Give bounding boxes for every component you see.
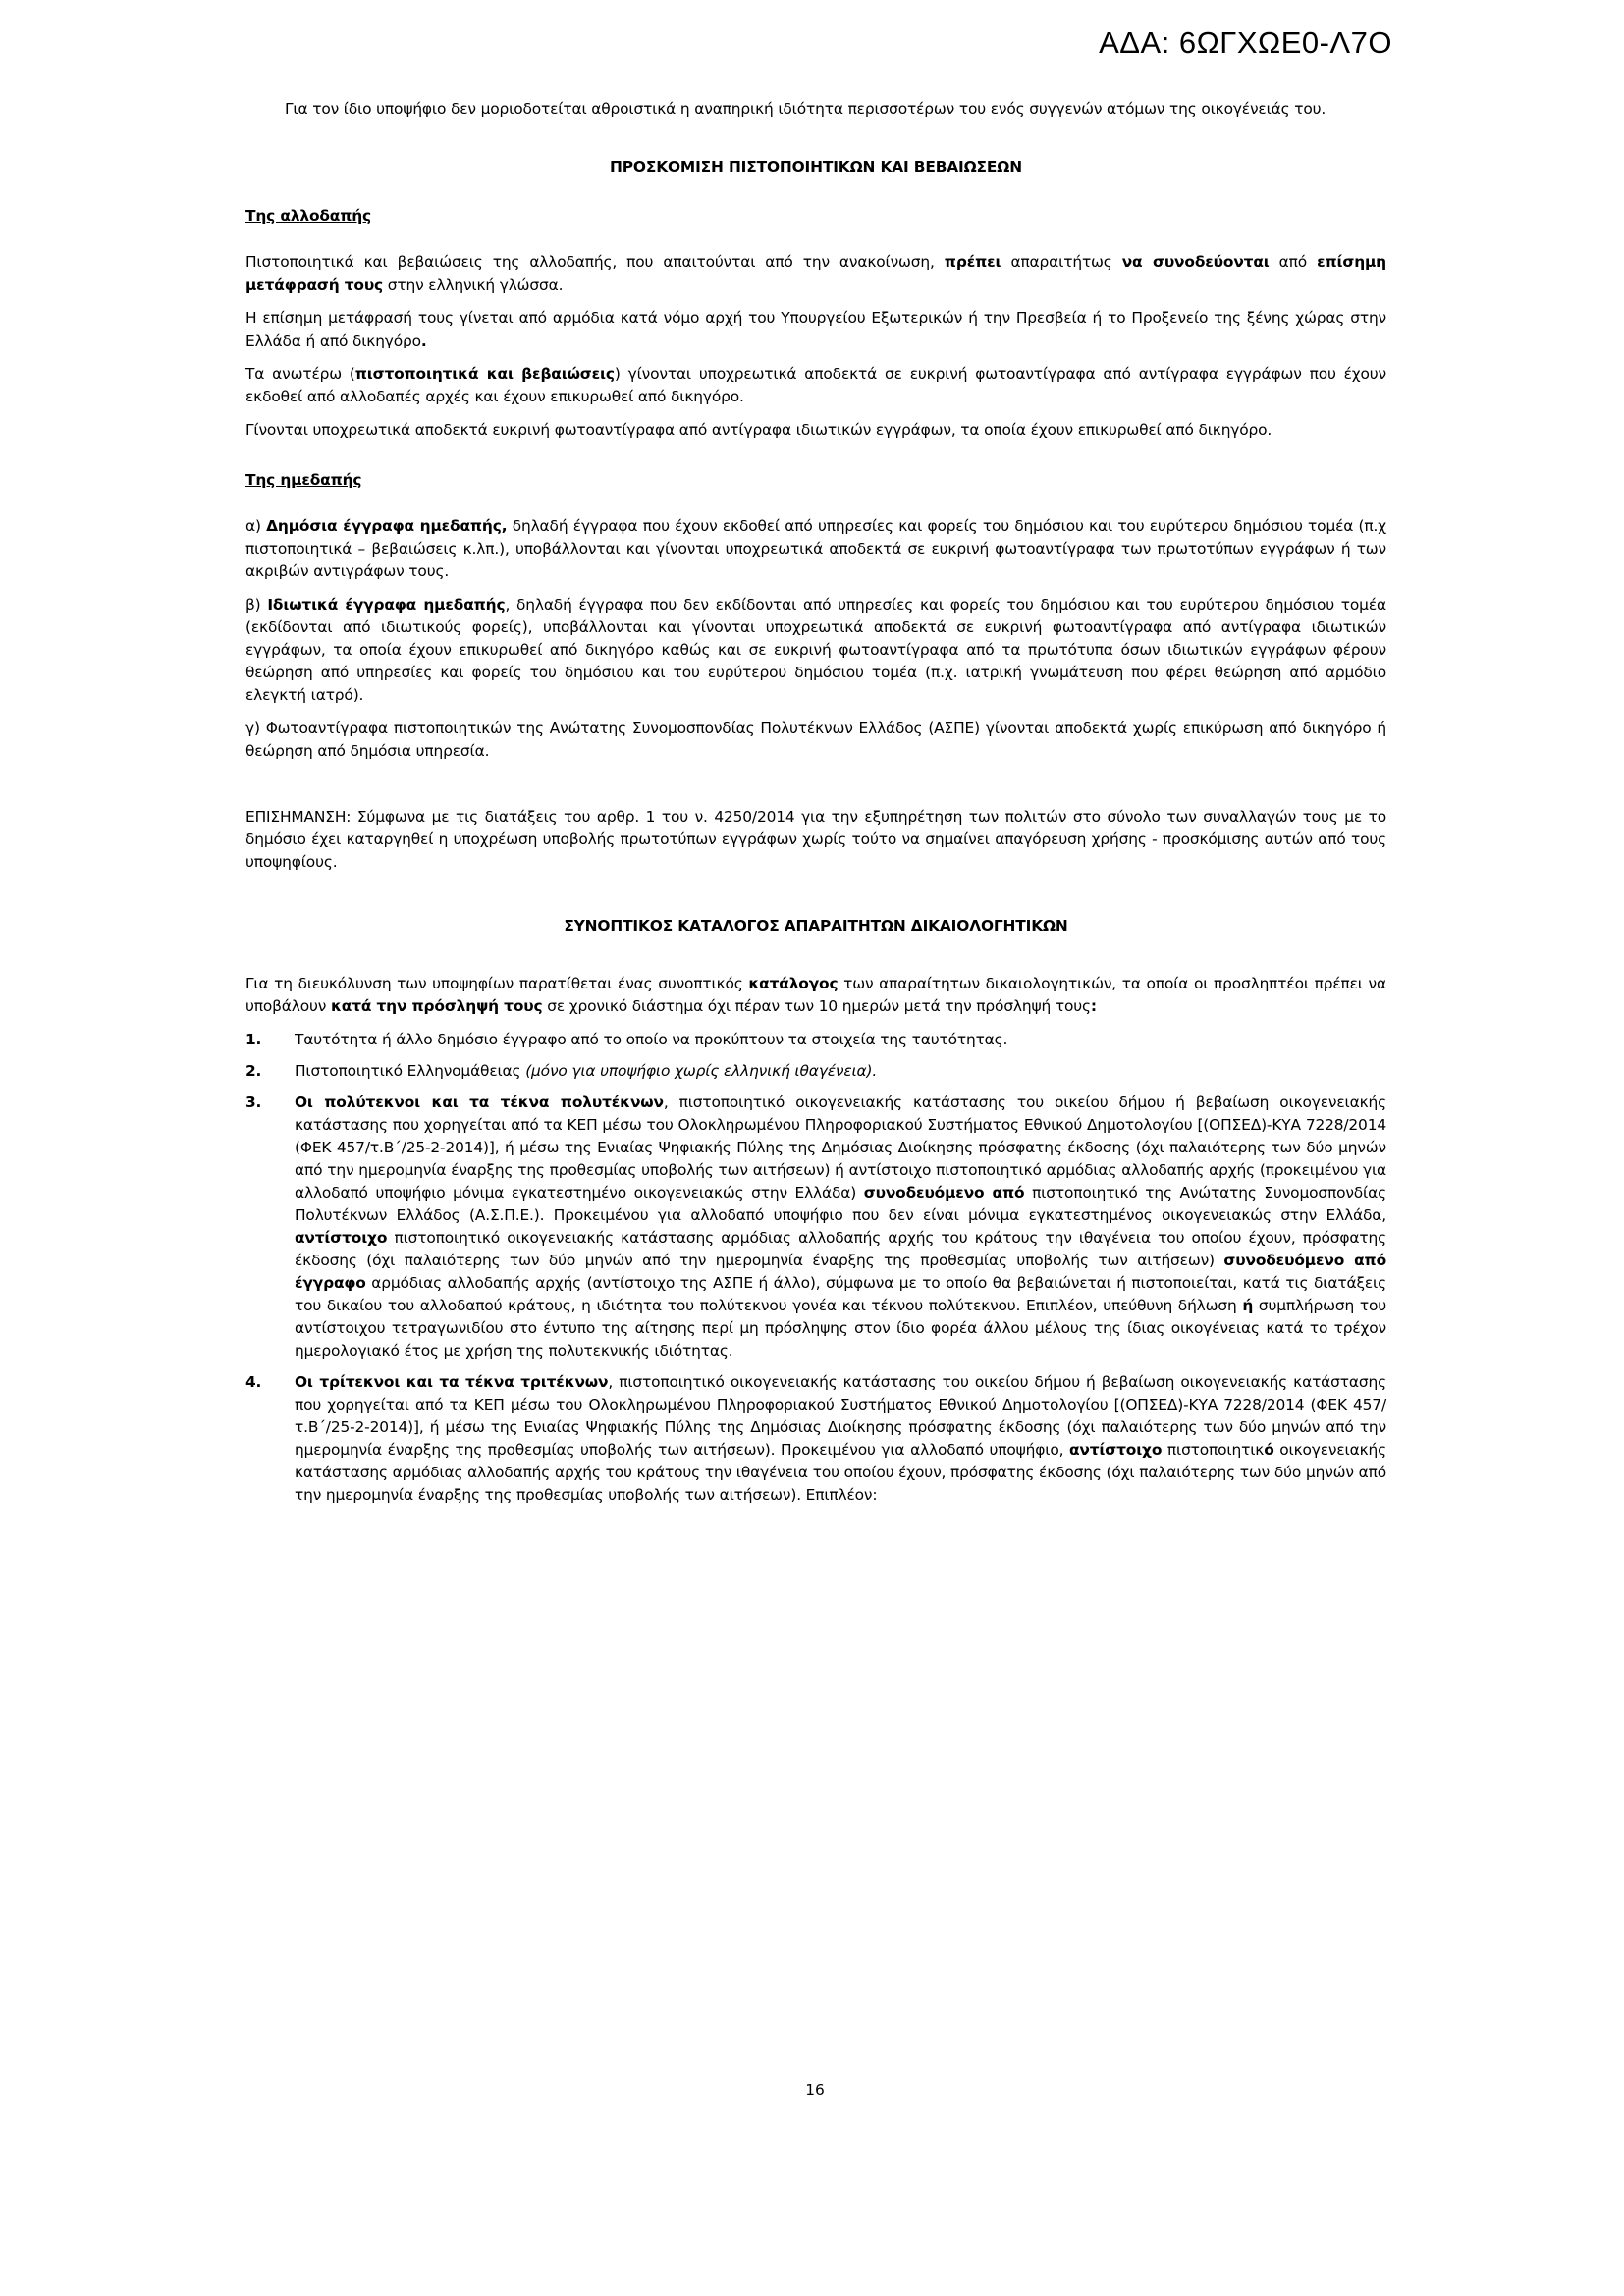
list-item-text: Οι τρίτεκνοι και τα τέκνα τριτέκνων, πιστοποιητικό οικογενειακής κατάστασης του οικείου δήμου ή βεβαίωση οικογενειακής κατάστασης που χορηγείται από τα ΚΕΠ μέσω του Ολοκληρωμένου Πληροφοριακού Συστήματος Εθνικού Δημοτολογίου [(ΟΠΣΕΔ)-ΚΥΑ 7228/2014 (ΦΕΚ 457/τ.Β΄/25-2-2014)], ή μέσω της Ενιαίας Ψηφιακής Πύλης της Δημόσιας Διοίκησης πρόσφατης έκδοσης (όχι παλαιότερης των δύο μηνών από την ημερομηνία έναρξης της προθεσμίας υποβολής των αιτήσεων). Προκειμένου για αλλοδαπό υποψήφιο, αντίστοιχο πιστοποιητικό οικογενειακής κατάστασης αρμόδιας αλλοδαπής αρχής του κράτους την ιθαγένεια του οποίου έχουν, πρόσφατης έκδοσης (όχι παλαιότερης των δύο μηνών από την ημερομηνία έναρξης της προθεσμίας υποβολής των αιτήσεων). Επιπλέον: <box>295 1373 1386 1504</box>
list-item-number: 3. <box>245 1094 262 1111</box>
subheading-domestic: Της ημεδαπής <box>245 471 362 489</box>
list-item <box>245 1092 1386 1362</box>
page-number: 16 <box>805 2081 825 2099</box>
required-documents-list <box>245 1029 1386 1507</box>
list-item-number: 2. <box>245 1062 262 1080</box>
list-item-text: Οι πολύτεκνοι και τα τέκνα πολυτέκνων, πιστοποιητικό οικογενειακής κατάστασης του οικείου δήμου ή βεβαίωση οικογενειακής κατάστασης που χορηγείται από τα ΚΕΠ μέσω του Ολοκληρωμένου Πληροφοριακού Συστήματος Εθνικού Δημοτολογίου [(ΟΠΣΕΔ)-ΚΥΑ 7228/2014 (ΦΕΚ 457/τ.Β΄/25-2-2014)], ή μέσω της Ενιαίας Ψηφιακής Πύλης της Δημόσιας Διοίκησης πρόσφατης έκδοσης (όχι παλαιότερης των δύο μηνών από την ημερομηνία έναρξης της προθεσμίας υποβολής των αιτήσεων) ή αντίστοιχο πιστοποιητικό αρμόδιας αλλοδαπής αρχής (προκειμένου για αλλοδαπό υποψήφιο μόνιμα εγκατεστημένο οικογενειακώς στην Ελλάδα) συνοδευόμενο από πιστοποιητικό της Ανώτατης Συνομοσπονδίας Πολυτέκνων Ελλάδος (Α.Σ.Π.Ε.). Προκειμένου για αλλοδαπό υποψήφιο που δεν είναι μόνιμα εγκατεστημένος οικογενειακώς στην Ελλάδα, αντίστοιχο πιστοποιητικό οικογενειακής κατάστασης αρμόδιας αλλοδαπής αρχής του κράτους την ιθαγένεια του οποίου έχουν, πρόσφατης έκδοσης (όχι παλαιότερης των δύο μηνών από την ημερομηνία έναρξης της προθεσμίας υποβολής των αιτήσεων) συνοδευόμενο από έγγραφο αρμόδιας αλλοδαπής αρχής (αντίστοιχο της ΑΣΠΕ ή άλλο), σύμφωνα με το οποίο θα βεβαιώνεται ή πιστοποιείται, κατά τις διατάξεις του δικαίου του αλλοδαπού κράτους, η ιδιότητα του πολύτεκνου γονέα και τέκνου πολύτεκνου. Επιπλέον, υπεύθυνη δήλωση ή συμπλήρωση του αντίστοιχου τετραγωνιδίου στο έντυπο της αίτησης περί μη πρόσληψης στον ίδιο φορέα άλλου μέλους της ίδιας οικογένειας κατά το τρέχον ημερολογιακό έτος με χρήση της πολυτεκνικής ιδιότητας. <box>295 1094 1386 1360</box>
subheading-foreign: Της αλλοδαπής <box>245 207 372 225</box>
domestic-item-a: α) Δημόσια έγγραφα ημεδαπής, δηλαδή έγγραφα που έχουν εκδοθεί από υπηρεσίες και φορείς του δημόσιου και του ευρύτερου δημόσιου τομέα (π.χ πιστοποιητικά – βεβαιώσεις κ.λπ.), υποβάλλονται και γίνονται υποχρεωτικά αποδεκτά σε ευκρινή φωτοαντίγραφα των πρωτοτύπων εγγράφων ή των ακριβών αντιγράφων τους. <box>245 517 1387 580</box>
foreign-paragraph-1: Πιστοποιητικά και βεβαιώσεις της αλλοδαπής, που απαιτούνται από την ανακοίνωση, πρέπει απαραιτήτως να συνοδεύονται από επίσημη μετάφρασή τους στην ελληνική γλώσσα. <box>245 253 1386 294</box>
domestic-item-c: γ) Φωτοαντίγραφα πιστοποιητικών της Ανώτατης Συνομοσπονδίας Πολυτέκνων Ελλάδος (ΑΣΠΕ) γίνονται αποδεκτά χωρίς επικύρωση από δικηγόρο ή θεώρηση από δημόσια υπηρεσία. <box>245 720 1386 760</box>
list-item-number: 4. <box>245 1373 262 1391</box>
ada-document-code: ΑΔΑ: 6ΩΓΧΩΕ0-Λ7Ο <box>1099 26 1392 60</box>
required-documents-intro: Για τη διευκόλυνση των υποψηφίων παρατίθεται ένας συνοπτικός κατάλογος των απαραίτητων δικαιολογητικών, τα οποία οι προσληπτέοι πρέπει να υποβάλουν κατά την πρόσληψή τους σε χρονικό διάστημα όχι πέραν των 10 ημερών μετά την πρόσληψή τους: <box>245 975 1386 1015</box>
list-item <box>245 1060 1386 1083</box>
foreign-paragraph-3: Τα ανωτέρω (πιστοποιητικά και βεβαιώσεις) γίνονται υποχρεωτικά αποδεκτά σε ευκρινή φωτοαντίγραφα από αντίγραφα εγγράφων που έχουν εκδοθεί από αλλοδαπές αρχές και έχουν επικυρωθεί από δικηγόρο. <box>245 365 1386 405</box>
list-item-text: Ταυτότητα ή άλλο δημόσιο έγγραφο από το οποίο να προκύπτουν τα στοιχεία της ταυτότητας. <box>295 1031 1008 1048</box>
section-title-required-documents: ΣΥΝΟΠΤΙΚΟΣ ΚΑΤΑΛΟΓΟΣ ΑΠΑΡΑΙΤΗΤΩΝ ΔΙΚΑΙΟΛΟΓΗΤΙΚΩΝ <box>564 917 1068 934</box>
foreign-paragraph-2: Η επίσημη μετάφρασή τους γίνεται από αρμόδια κατά νόμο αρχή του Υπουργείου Εξωτερικών ή την Πρεσβεία ή το Προξενείο της ξένης χώρας στην Ελλάδα ή από δικηγόρο. <box>245 309 1386 349</box>
intro-paragraph: Για τον ίδιο υποψήφιο δεν μοριοδοτείται αθροιστικά η αναπηρική ιδιότητα περισσοτέρων του ενός συγγενών ατόμων της οικογένειάς του. <box>285 100 1326 118</box>
list-item-text: Πιστοποιητικό Ελληνομάθειας (μόνο για υποψήφιο χωρίς ελληνική ιθαγένεια). <box>295 1062 878 1080</box>
document-body <box>245 98 1386 1516</box>
foreign-paragraph-4: Γίνονται υποχρεωτικά αποδεκτά ευκρινή φωτοαντίγραφα από αντίγραφα ιδιωτικών εγγράφων, τα οποία έχουν επικυρωθεί από δικηγόρο. <box>245 421 1272 439</box>
notice-paragraph: ΕΠΙΣΗΜΑΝΣΗ: Σύμφωνα με τις διατάξεις του αρθρ. 1 του ν. 4250/2014 για την εξυπηρέτηση των πολιτών στο σύνολο των συναλλαγών τους με το δημόσιο έχει καταργηθεί η υποχρέωση υποβολής πρωτοτύπων εγγράφων χωρίς τούτο να σημαίνει απαγόρευση χρήσης - προσκόμισης αυτών από τους υποψηφίους. <box>245 808 1386 871</box>
domestic-item-b: β) Ιδιωτικά έγγραφα ημεδαπής, δηλαδή έγγραφα που δεν εκδίδονται από υπηρεσίες και φορείς του δημόσιου και του ευρύτερου δημόσιου τομέα (εκδίδονται από ιδιωτικούς φορείς), υποβάλλονται και γίνονται υποχρεωτικά αποδεκτά σε ευκρινή φωτοαντίγραφα από αντίγραφα ιδιωτικών εγγράφων, τα οποία έχουν επικυρωθεί από δικηγόρο καθώς και σε ευκρινή φωτοαντίγραφα από τα πρωτότυπα όσων ιδιωτικών εγγράφων φέρουν θεώρηση από υπηρεσίες και φορείς του δημόσιου και του ευρύτερου δημόσιου τομέα (π.χ. ιατρική γνωμάτευση που φέρει θεώρηση από αρμόδιο ελεγκτή ιατρό). <box>245 596 1386 704</box>
list-item <box>245 1029 1386 1051</box>
list-item <box>245 1371 1386 1507</box>
list-item-number: 1. <box>245 1031 262 1048</box>
section-title-certificates: ΠΡΟΣΚΟΜΙΣΗ ΠΙΣΤΟΠΟΙΗΤΙΚΩΝ ΚΑΙ ΒΕΒΑΙΩΣΕΩΝ <box>610 158 1022 176</box>
